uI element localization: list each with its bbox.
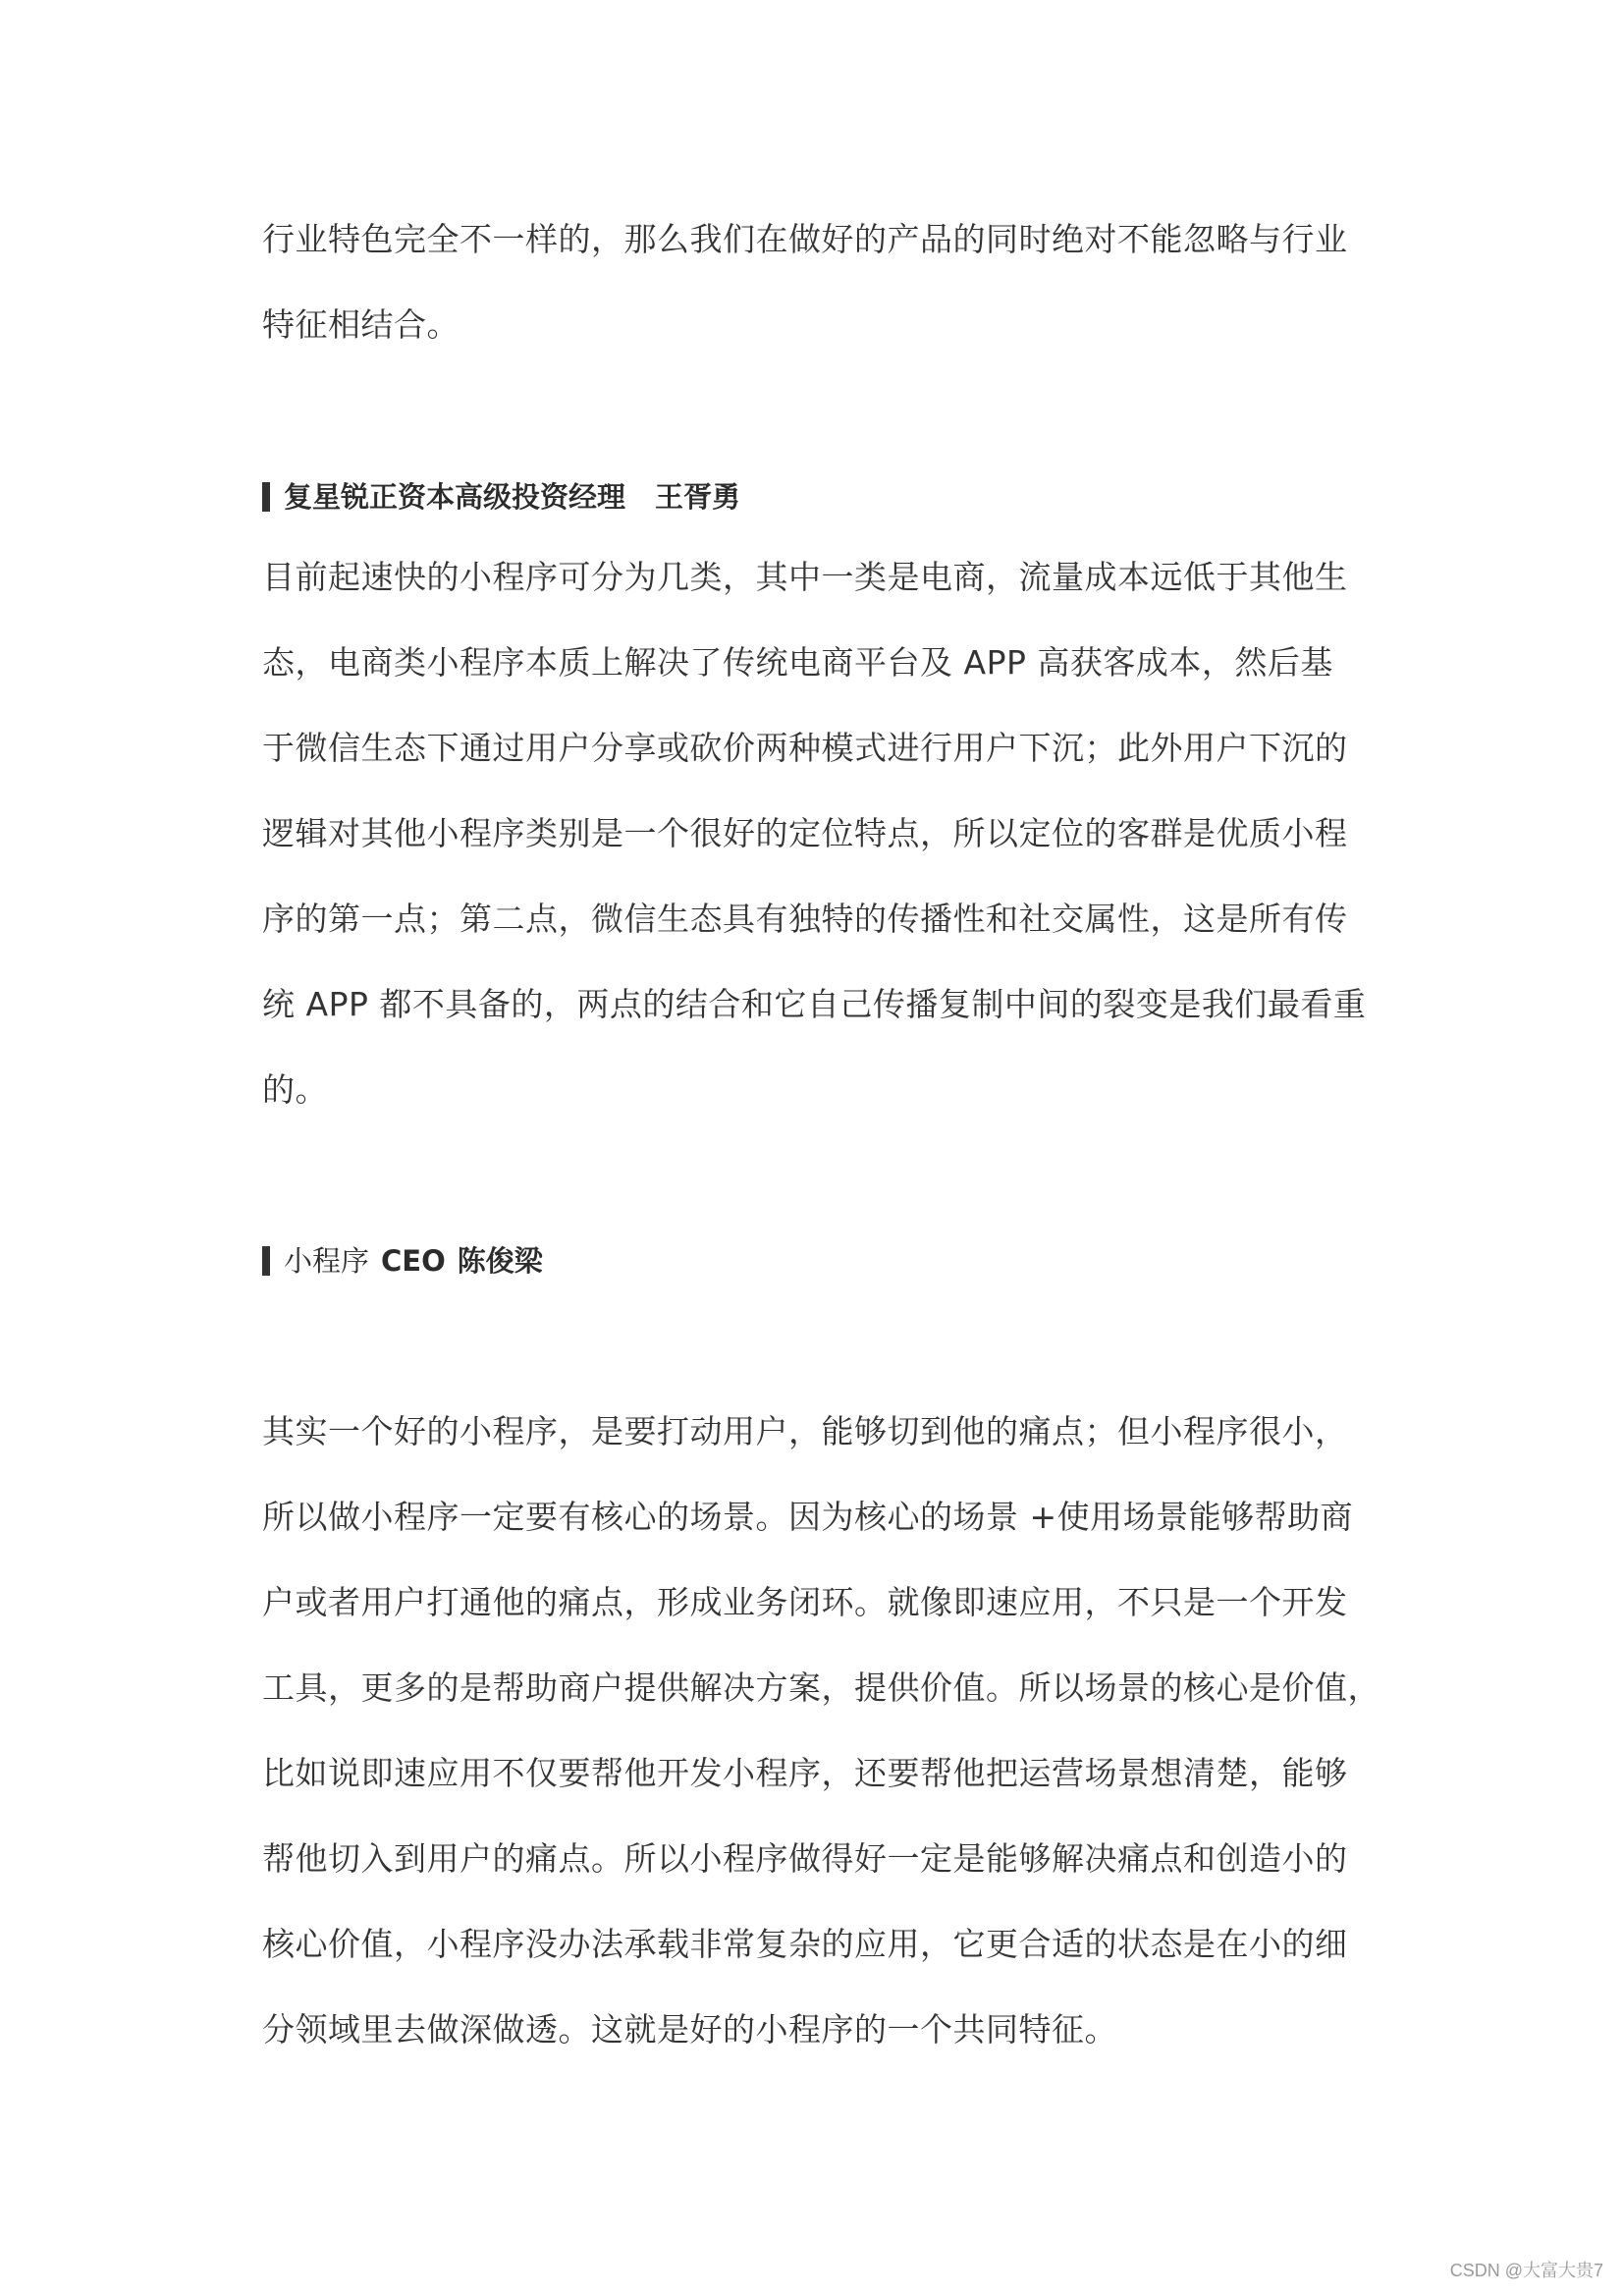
section1-line-2: 态，电商类小程序本质上解决了传统电商平台及 APP 高获客成本，然后基 (262, 643, 1333, 682)
section2-line-8: 分领域里去做深做透。这就是好的小程序的一个共同特征。 (262, 2010, 1117, 2049)
heading-bar-icon (262, 482, 270, 512)
section2-line-1: 其实一个好的小程序，是要打动用户，能够切到他的痛点；但小程序很小， (262, 1412, 1348, 1450)
csdn-watermark: CSDN @大富大贵7 (1449, 2261, 1603, 2280)
section2-line-5: 比如说即速应用不仅要帮他开发小程序，还要帮他把运营场景想清楚，能够 (262, 1754, 1348, 1792)
section2-heading-role-prefix: 小程序 (284, 1244, 370, 1278)
section1-line-7: 的。 (262, 1070, 328, 1109)
section2-line-7: 核心价值，小程序没办法承载非常复杂的应用，它更合适的状态是在小的细 (262, 1925, 1348, 1963)
section1-heading (262, 477, 740, 517)
section2-heading (262, 1241, 543, 1281)
section2-heading-role-bold: CEO (381, 1244, 446, 1278)
section1-line-3: 于微信生态下通过用户分享或砍价两种模式进行用户下沉；此外用户下沉的 (262, 729, 1348, 767)
heading-bar-icon (262, 1246, 270, 1276)
intro-line-1: 行业特色完全不一样的，那么我们在做好的产品的同时绝对不能忽略与行业 (262, 220, 1348, 258)
section2-line-4: 工具，更多的是帮助商户提供解决方案，提供价值。所以场景的核心是价值， (262, 1668, 1380, 1707)
section2-heading-name: 陈俊梁 (457, 1244, 543, 1278)
section1-line-1: 目前起速快的小程序可分为几类，其中一类是电商，流量成本远低于其他生 (262, 558, 1348, 596)
section1-heading-name: 王胥勇 (655, 480, 741, 514)
intro-line-2: 特征相结合。 (262, 305, 460, 344)
section1-line-5: 序的第一点；第二点，微信生态具有独特的传播性和社交属性，这是所有传 (262, 900, 1348, 938)
section2-line-3: 户或者用户打通他的痛点，形成业务闭环。就像即速应用，不只是一个开发 (262, 1583, 1348, 1621)
section2-line-6: 帮他切入到用户的痛点。所以小程序做得好一定是能够解决痛点和创造小的 (262, 1839, 1348, 1878)
section1-line-6: 统 APP 都不具备的，两点的结合和它自己传播复制中间的裂变是我们最看重 (262, 985, 1367, 1023)
section1-heading-role: 复星锐正资本高级投资经理 (284, 480, 626, 514)
section2-line-2: 所以做小程序一定要有核心的场景。因为核心的场景 +使用场景能够帮助商 (262, 1498, 1354, 1536)
section1-line-4: 逻辑对其他小程序类别是一个很好的定位特点，所以定位的客群是优质小程 (262, 814, 1348, 852)
